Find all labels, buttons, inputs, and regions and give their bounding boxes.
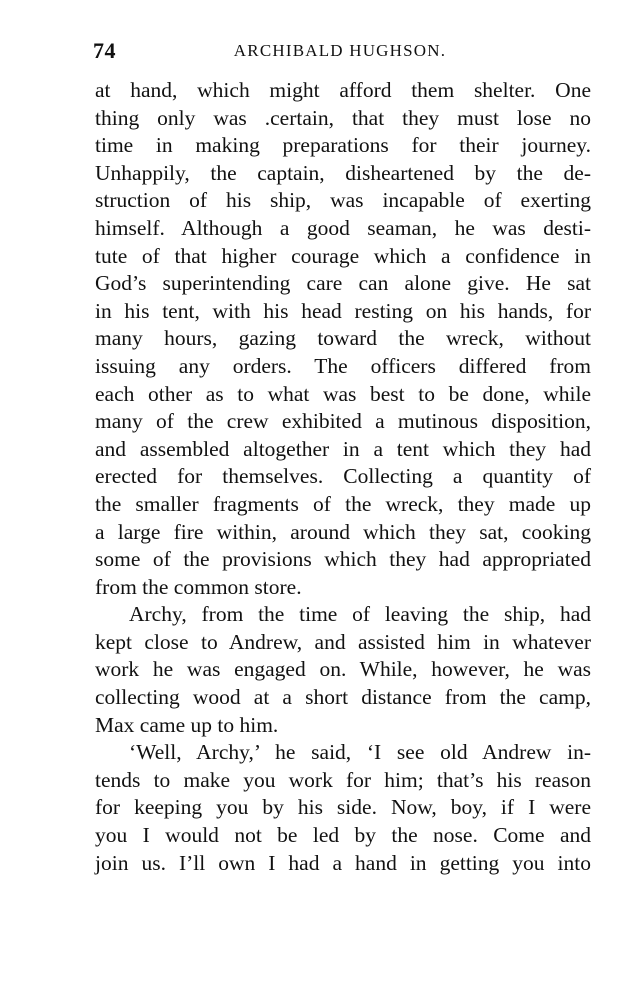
- text-line: many hours, gazing toward the wreck, without: [95, 326, 591, 351]
- text-line: Archy, from the time of leaving the ship, had: [129, 602, 591, 627]
- text-line: God’s superintending care can alone give. He sat: [95, 271, 591, 296]
- text-line: Max came up to him.: [95, 712, 279, 737]
- text-line: ‘Well, Archy,’ he said, ‘I see old Andrew in-: [129, 740, 591, 765]
- page-header: [93, 38, 587, 68]
- text-line: issuing any orders. The officers differed from: [95, 353, 591, 378]
- text-line: you I would not be led by the nose. Come and: [95, 823, 591, 848]
- text-line: time in making preparations for their journey.: [95, 133, 591, 158]
- text-line: and assembled altogether in a tent which they had: [95, 436, 591, 461]
- text-line: in his tent, with his head resting on his hands, for: [95, 298, 591, 323]
- text-line: kept close to Andrew, and assisted him in whatever: [95, 629, 591, 654]
- page-number: 74: [93, 38, 116, 63]
- body-text: [95, 77, 591, 877]
- text-line: work he was engaged on. While, however, he was: [95, 657, 591, 682]
- text-line: tends to make you work for him; that’s his reason: [95, 767, 591, 792]
- text-line: thing only was .certain, that they must lose no: [95, 105, 591, 130]
- text-line: from the common store.: [95, 574, 302, 599]
- text-line: collecting wood at a short distance from the camp,: [95, 685, 591, 710]
- text-line: tute of that higher courage which a confidence in: [95, 243, 591, 268]
- text-line: erected for themselves. Collecting a quantity of: [95, 464, 591, 489]
- text-line: at hand, which might afford them shelter. One: [95, 78, 591, 102]
- text-line: for keeping you by his side. Now, boy, if I were: [95, 795, 591, 820]
- text-line: each other as to what was best to be done, while: [95, 381, 591, 406]
- text-line: the smaller fragments of the wreck, they made up: [95, 491, 591, 516]
- text-line: some of the provisions which they had appropriated: [95, 547, 591, 572]
- running-head: ARCHIBALD HUGHSON.: [233, 41, 447, 60]
- text-line: Unhappily, the captain, disheartened by the de-: [95, 160, 591, 185]
- text-line: a large fire within, around which they sat, cooking: [95, 519, 591, 544]
- text-line: himself. Although a good seaman, he was desti-: [95, 215, 591, 240]
- text-line: join us. I’ll own I had a hand in getting you into: [95, 850, 591, 875]
- text-line: many of the crew exhibited a mutinous disposition,: [95, 409, 591, 434]
- text-line: struction of his ship, was incapable of exerting: [95, 188, 591, 213]
